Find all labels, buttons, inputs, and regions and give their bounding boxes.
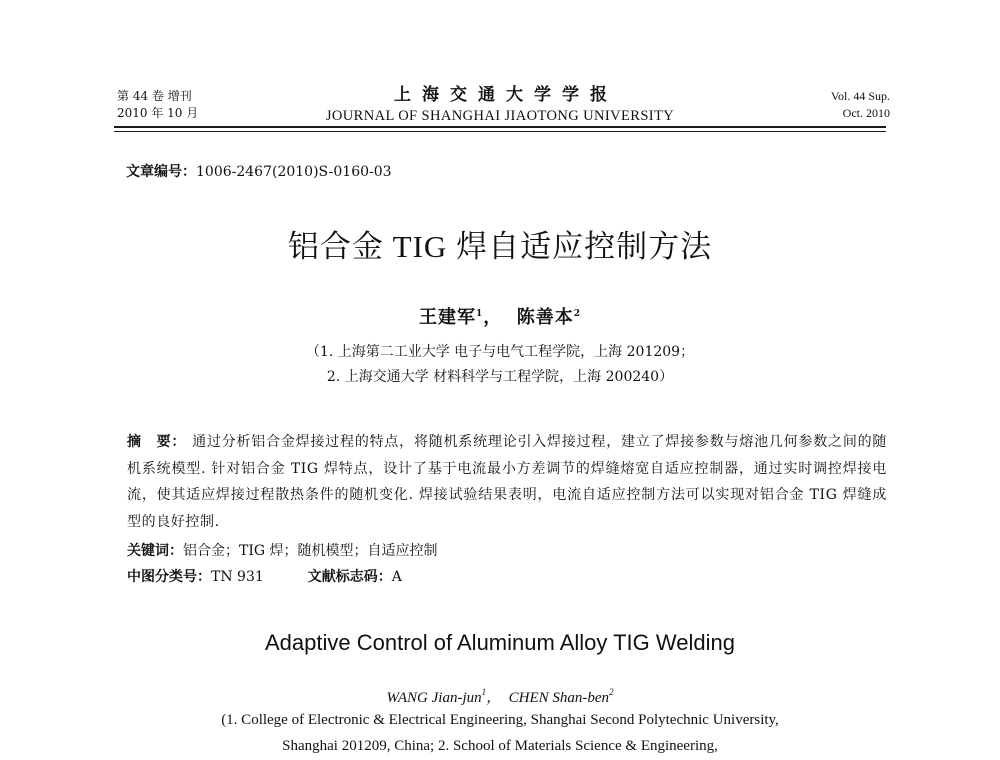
author-cn-2: 陈善本 bbox=[516, 307, 574, 328]
article-number-label: 文章编号： bbox=[126, 164, 196, 180]
abstract-text: 通过分析铝合金焊接过程的特点，将随机系统理论引入焊接过程，建立了焊接参数与熔池几何参数之间的随机系统模型. 针对铝合金 TIG 焊特点，设计了基于电流最小方差调节的焊缝熔宽自适应控制器，通过实时调控焊接电流，使其适应焊接过程散热条件的随机变化. 焊接试验结果表明，电流自适应控制方法可以实现对铝合金 TIG 焊缝成型的良好控制. bbox=[127, 434, 887, 530]
header-volume-en: Vol. 44 Sup. bbox=[830, 89, 890, 103]
affiliation-en-line1: (1. College of Electronic & Electrical Engineering, Shanghai Second Polytechnic University, bbox=[221, 712, 779, 728]
author-en-1-sup: 1 bbox=[481, 687, 487, 697]
doc-code-label: 文献标志码： bbox=[307, 569, 392, 585]
author-en-2-sup: 2 bbox=[609, 687, 614, 697]
header-date-en: Oct. 2010 bbox=[842, 106, 890, 120]
header-date-cn: 2010 年 10 月 bbox=[117, 106, 199, 120]
header-rule-thin bbox=[114, 131, 886, 132]
classification-cn bbox=[127, 566, 402, 586]
abstract-label: 摘 要： bbox=[127, 434, 187, 450]
doc-code-value: A bbox=[391, 569, 402, 585]
clc-value: TN 931 bbox=[211, 569, 264, 585]
authors-cn bbox=[0, 303, 1000, 329]
clc-label: 中图分类号： bbox=[127, 569, 211, 585]
author-en-1: WANG Jian-jun bbox=[386, 690, 482, 706]
author-cn-1-sup: 1 bbox=[475, 309, 484, 319]
header-volume-cn: 第 44 卷 增刊 bbox=[117, 89, 192, 103]
article-number bbox=[126, 161, 392, 181]
journal-name-en: JOURNAL OF SHANGHAI JIAOTONG UNIVERSITY bbox=[325, 108, 675, 124]
keywords-text: 铝合金；TIG 焊；随机模型；自适应控制 bbox=[183, 543, 438, 559]
affiliation-en-line2: Shanghai 201209, China; 2. School of Materials Science & Engineering, bbox=[282, 738, 718, 754]
author-cn-2-sup: 2 bbox=[573, 309, 582, 319]
affiliation-cn-line1: （1. 上海第二工业大学 电子与电气工程学院，上海 201209； bbox=[305, 344, 695, 360]
author-en-sep: ， bbox=[486, 690, 502, 706]
title-cn: 铝合金 TIG 焊自适应控制方法 bbox=[287, 229, 713, 264]
keywords-label: 关键词： bbox=[127, 543, 183, 559]
author-cn-sep: ， bbox=[483, 307, 503, 328]
header-rule-thick bbox=[114, 126, 886, 128]
header-volume-en-block bbox=[831, 88, 890, 122]
abstract-cn bbox=[127, 429, 887, 535]
title-en: Adaptive Control of Aluminum Alloy TIG Welding bbox=[265, 630, 735, 655]
keywords-cn bbox=[127, 540, 438, 560]
journal-name-cn: 上海交通大学学报 bbox=[394, 85, 618, 105]
authors-en bbox=[0, 686, 1000, 707]
article-number-value: 1006-2467(2010)S-0160-03 bbox=[196, 164, 392, 180]
author-cn-1: 王建军 bbox=[418, 307, 476, 328]
author-en-2: CHEN Shan-ben bbox=[508, 690, 610, 706]
affiliation-cn-line2: 2. 上海交通大学 材料科学与工程学院，上海 200240） bbox=[326, 369, 674, 385]
